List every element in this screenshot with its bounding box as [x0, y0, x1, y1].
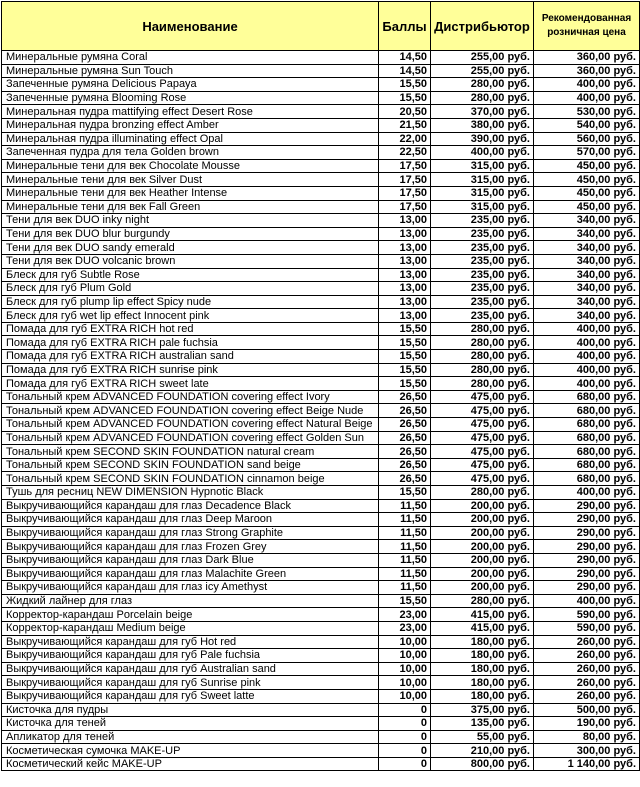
table-row [2, 350, 640, 364]
retail-price-cell: 590,00 руб. [534, 621, 640, 635]
retail-price-cell: 260,00 руб. [534, 689, 640, 703]
retail-price-cell: 340,00 руб. [534, 282, 640, 296]
points-cell: 22,50 [379, 146, 431, 160]
table-row [2, 635, 640, 649]
points-cell: 26,50 [379, 390, 431, 404]
product-name-cell: Минеральные румяна Sun Touch [2, 64, 379, 78]
product-name-cell: Выкручивающийся карандаш для губ Pale fuchsia [2, 649, 379, 663]
column-header-distributor: Дистрибьютор [431, 2, 534, 51]
retail-price-cell: 360,00 руб. [534, 64, 640, 78]
retail-price-cell: 260,00 руб. [534, 649, 640, 663]
product-name-cell: Тональный крем SECOND SKIN FOUNDATION natural cream [2, 445, 379, 459]
points-cell: 15,50 [379, 594, 431, 608]
table-row [2, 730, 640, 744]
table-body [2, 51, 640, 771]
points-cell: 0 [379, 730, 431, 744]
table-header [2, 2, 640, 51]
table-row [2, 472, 640, 486]
points-cell: 17,50 [379, 186, 431, 200]
product-name-cell: Тональный крем SECOND SKIN FOUNDATION cinnamon beige [2, 472, 379, 486]
product-name-cell: Тональный крем ADVANCED FOUNDATION covering effect Ivory [2, 390, 379, 404]
retail-price-cell: 400,00 руб. [534, 486, 640, 500]
points-cell: 11,50 [379, 581, 431, 595]
product-name-cell: Выкручивающийся карандаш для глаз Deep Maroon [2, 513, 379, 527]
product-name-cell: Помада для губ EXTRA RICH sweet late [2, 377, 379, 391]
distributor-price-cell: 370,00 руб. [431, 105, 534, 119]
table-row [2, 608, 640, 622]
retail-price-cell: 300,00 руб. [534, 744, 640, 758]
distributor-price-cell: 375,00 руб. [431, 703, 534, 717]
distributor-price-cell: 180,00 руб. [431, 676, 534, 690]
retail-price-cell: 260,00 руб. [534, 662, 640, 676]
distributor-price-cell: 280,00 руб. [431, 363, 534, 377]
distributor-price-cell: 475,00 руб. [431, 458, 534, 472]
points-cell: 11,50 [379, 540, 431, 554]
distributor-price-cell: 235,00 руб. [431, 282, 534, 296]
table-row [2, 703, 640, 717]
retail-price-cell: 400,00 руб. [534, 78, 640, 92]
points-cell: 26,50 [379, 418, 431, 432]
table-row [2, 118, 640, 132]
column-header-name: Наименование [2, 2, 379, 51]
retail-price-cell: 290,00 руб. [534, 581, 640, 595]
points-cell: 13,00 [379, 254, 431, 268]
table-row [2, 744, 640, 758]
distributor-price-cell: 280,00 руб. [431, 486, 534, 500]
product-name-cell: Тени для век DUO blur burgundy [2, 227, 379, 241]
distributor-price-cell: 475,00 руб. [431, 431, 534, 445]
points-cell: 13,00 [379, 268, 431, 282]
points-cell: 15,50 [379, 91, 431, 105]
table-row [2, 377, 640, 391]
points-cell: 10,00 [379, 676, 431, 690]
distributor-price-cell: 315,00 руб. [431, 159, 534, 173]
price-list-table [1, 1, 640, 771]
product-name-cell: Тональный крем SECOND SKIN FOUNDATION sand beige [2, 458, 379, 472]
table-row [2, 91, 640, 105]
retail-price-cell: 450,00 руб. [534, 186, 640, 200]
points-cell: 26,50 [379, 431, 431, 445]
retail-price-cell: 450,00 руб. [534, 173, 640, 187]
retail-price-cell: 590,00 руб. [534, 608, 640, 622]
points-cell: 23,00 [379, 608, 431, 622]
retail-price-cell: 500,00 руб. [534, 703, 640, 717]
table-row [2, 649, 640, 663]
points-cell: 15,50 [379, 377, 431, 391]
product-name-cell: Корректор-карандаш Medium beige [2, 621, 379, 635]
table-row [2, 689, 640, 703]
product-name-cell: Блеск для губ plump lip effect Spicy nude [2, 295, 379, 309]
points-cell: 15,50 [379, 363, 431, 377]
table-row [2, 581, 640, 595]
retail-price-cell: 400,00 руб. [534, 336, 640, 350]
points-cell: 14,50 [379, 64, 431, 78]
table-row [2, 513, 640, 527]
product-name-cell: Минеральная пудра bronzing effect Amber [2, 118, 379, 132]
distributor-price-cell: 200,00 руб. [431, 513, 534, 527]
table-row [2, 526, 640, 540]
retail-price-cell: 80,00 руб. [534, 730, 640, 744]
distributor-price-cell: 390,00 руб. [431, 132, 534, 146]
column-header-points: Баллы [379, 2, 431, 51]
distributor-price-cell: 475,00 руб. [431, 418, 534, 432]
product-name-cell: Корректор-карандаш Porcelain beige [2, 608, 379, 622]
table-row [2, 241, 640, 255]
points-cell: 17,50 [379, 173, 431, 187]
product-name-cell: Помада для губ EXTRA RICH sunrise pink [2, 363, 379, 377]
distributor-price-cell: 200,00 руб. [431, 567, 534, 581]
product-name-cell: Помада для губ EXTRA RICH australian sand [2, 350, 379, 364]
table-row [2, 200, 640, 214]
retail-price-cell: 400,00 руб. [534, 377, 640, 391]
table-row [2, 363, 640, 377]
product-name-cell: Апликатор для теней [2, 730, 379, 744]
retail-price-cell: 680,00 руб. [534, 472, 640, 486]
product-name-cell: Выкручивающийся карандаш для губ Sunrise pink [2, 676, 379, 690]
product-name-cell: Минеральные тени для век Heather Intense [2, 186, 379, 200]
points-cell: 22,00 [379, 132, 431, 146]
table-row [2, 173, 640, 187]
table-row [2, 254, 640, 268]
distributor-price-cell: 280,00 руб. [431, 336, 534, 350]
distributor-price-cell: 475,00 руб. [431, 390, 534, 404]
table-row [2, 676, 640, 690]
distributor-price-cell: 315,00 руб. [431, 186, 534, 200]
distributor-price-cell: 380,00 руб. [431, 118, 534, 132]
retail-price-cell: 400,00 руб. [534, 363, 640, 377]
retail-price-cell: 340,00 руб. [534, 295, 640, 309]
product-name-cell: Выкручивающийся карандаш для губ Australian sand [2, 662, 379, 676]
retail-price-cell: 260,00 руб. [534, 676, 640, 690]
product-name-cell: Минеральная пудра mattifying effect Desert Rose [2, 105, 379, 119]
product-name-cell: Минеральные тени для век Silver Dust [2, 173, 379, 187]
distributor-price-cell: 200,00 руб. [431, 540, 534, 554]
column-header-retail: Рекомендованная розничная цена [534, 2, 640, 51]
distributor-price-cell: 180,00 руб. [431, 662, 534, 676]
points-cell: 10,00 [379, 635, 431, 649]
product-name-cell: Минеральная пудра illuminating effect Opal [2, 132, 379, 146]
distributor-price-cell: 210,00 руб. [431, 744, 534, 758]
product-name-cell: Минеральные румяна Coral [2, 51, 379, 65]
table-row [2, 540, 640, 554]
retail-price-cell: 570,00 руб. [534, 146, 640, 160]
retail-price-cell: 340,00 руб. [534, 241, 640, 255]
distributor-price-cell: 235,00 руб. [431, 214, 534, 228]
product-name-cell: Блеск для губ wet lip effect Innocent pink [2, 309, 379, 323]
points-cell: 14,50 [379, 51, 431, 65]
table-row [2, 553, 640, 567]
product-name-cell: Тени для век DUO sandy emerald [2, 241, 379, 255]
table-row [2, 146, 640, 160]
product-name-cell: Запеченные румяна Delicious Papaya [2, 78, 379, 92]
distributor-price-cell: 800,00 руб. [431, 757, 534, 771]
retail-price-cell: 400,00 руб. [534, 594, 640, 608]
distributor-price-cell: 180,00 руб. [431, 649, 534, 663]
distributor-price-cell: 415,00 руб. [431, 621, 534, 635]
product-name-cell: Помада для губ EXTRA RICH pale fuchsia [2, 336, 379, 350]
product-name-cell: Выкручивающийся карандаш для глаз icy Amethyst [2, 581, 379, 595]
distributor-price-cell: 55,00 руб. [431, 730, 534, 744]
retail-price-cell: 290,00 руб. [534, 526, 640, 540]
table-row [2, 567, 640, 581]
table-row [2, 214, 640, 228]
retail-price-cell: 680,00 руб. [534, 445, 640, 459]
product-name-cell: Тени для век DUO inky night [2, 214, 379, 228]
table-row [2, 662, 640, 676]
product-name-cell: Выкручивающийся карандаш для глаз Decadence Black [2, 499, 379, 513]
table-row [2, 227, 640, 241]
table-row [2, 282, 640, 296]
product-name-cell: Кисточка для теней [2, 717, 379, 731]
table-row [2, 757, 640, 771]
retail-price-cell: 290,00 руб. [534, 567, 640, 581]
product-name-cell: Выкручивающийся карандаш для губ Sweet latte [2, 689, 379, 703]
product-name-cell: Блеск для губ Plum Gold [2, 282, 379, 296]
distributor-price-cell: 200,00 руб. [431, 553, 534, 567]
points-cell: 0 [379, 744, 431, 758]
distributor-price-cell: 280,00 руб. [431, 350, 534, 364]
points-cell: 20,50 [379, 105, 431, 119]
retail-price-cell: 680,00 руб. [534, 431, 640, 445]
distributor-price-cell: 475,00 руб. [431, 445, 534, 459]
points-cell: 21,50 [379, 118, 431, 132]
retail-price-cell: 190,00 руб. [534, 717, 640, 731]
distributor-price-cell: 255,00 руб. [431, 51, 534, 65]
table-row [2, 64, 640, 78]
table-row [2, 621, 640, 635]
retail-price-cell: 540,00 руб. [534, 118, 640, 132]
table-row [2, 404, 640, 418]
distributor-price-cell: 280,00 руб. [431, 377, 534, 391]
points-cell: 0 [379, 703, 431, 717]
table-row [2, 717, 640, 731]
distributor-price-cell: 280,00 руб. [431, 78, 534, 92]
points-cell: 26,50 [379, 472, 431, 486]
product-name-cell: Выкручивающийся карандаш для глаз Malachite Green [2, 567, 379, 581]
header-row [2, 2, 640, 51]
product-name-cell: Минеральные тени для век Chocolate Mousse [2, 159, 379, 173]
product-name-cell: Запеченные румяна Blooming Rose [2, 91, 379, 105]
distributor-price-cell: 200,00 руб. [431, 526, 534, 540]
table-row [2, 186, 640, 200]
retail-price-cell: 340,00 руб. [534, 227, 640, 241]
product-name-cell: Выкручивающийся карандаш для глаз Dark Blue [2, 553, 379, 567]
retail-price-cell: 360,00 руб. [534, 51, 640, 65]
distributor-price-cell: 200,00 руб. [431, 581, 534, 595]
distributor-price-cell: 415,00 руб. [431, 608, 534, 622]
table-row [2, 322, 640, 336]
points-cell: 0 [379, 717, 431, 731]
distributor-price-cell: 235,00 руб. [431, 254, 534, 268]
retail-price-cell: 340,00 руб. [534, 214, 640, 228]
product-name-cell: Выкручивающийся карандаш для глаз Frozen Grey [2, 540, 379, 554]
product-name-cell: Тональный крем ADVANCED FOUNDATION covering effect Beige Nude [2, 404, 379, 418]
retail-price-cell: 530,00 руб. [534, 105, 640, 119]
retail-price-cell: 340,00 руб. [534, 309, 640, 323]
retail-price-cell: 290,00 руб. [534, 540, 640, 554]
product-name-cell: Тушь для ресниц NEW DIMENSION Hypnotic Black [2, 486, 379, 500]
points-cell: 10,00 [379, 689, 431, 703]
points-cell: 13,00 [379, 214, 431, 228]
points-cell: 13,00 [379, 241, 431, 255]
retail-price-cell: 560,00 руб. [534, 132, 640, 146]
retail-price-cell: 680,00 руб. [534, 390, 640, 404]
table-row [2, 78, 640, 92]
table-row [2, 132, 640, 146]
distributor-price-cell: 180,00 руб. [431, 635, 534, 649]
table-row [2, 445, 640, 459]
distributor-price-cell: 235,00 руб. [431, 268, 534, 282]
points-cell: 11,50 [379, 499, 431, 513]
points-cell: 11,50 [379, 526, 431, 540]
distributor-price-cell: 280,00 руб. [431, 91, 534, 105]
table-row [2, 390, 640, 404]
points-cell: 13,00 [379, 282, 431, 296]
retail-price-cell: 290,00 руб. [534, 513, 640, 527]
points-cell: 17,50 [379, 159, 431, 173]
retail-price-cell: 290,00 руб. [534, 553, 640, 567]
distributor-price-cell: 315,00 руб. [431, 200, 534, 214]
points-cell: 26,50 [379, 458, 431, 472]
product-name-cell: Минеральные тени для век Fall Green [2, 200, 379, 214]
table-row [2, 431, 640, 445]
distributor-price-cell: 135,00 руб. [431, 717, 534, 731]
distributor-price-cell: 200,00 руб. [431, 499, 534, 513]
points-cell: 11,50 [379, 567, 431, 581]
table-row [2, 418, 640, 432]
table-row [2, 486, 640, 500]
points-cell: 11,50 [379, 513, 431, 527]
retail-price-cell: 680,00 руб. [534, 418, 640, 432]
retail-price-cell: 680,00 руб. [534, 404, 640, 418]
product-name-cell: Тональный крем ADVANCED FOUNDATION covering effect Golden Sun [2, 431, 379, 445]
points-cell: 15,50 [379, 78, 431, 92]
table-row [2, 51, 640, 65]
retail-price-cell: 400,00 руб. [534, 91, 640, 105]
distributor-price-cell: 235,00 руб. [431, 309, 534, 323]
retail-price-cell: 340,00 руб. [534, 268, 640, 282]
distributor-price-cell: 235,00 руб. [431, 241, 534, 255]
retail-price-cell: 400,00 руб. [534, 322, 640, 336]
distributor-price-cell: 235,00 руб. [431, 227, 534, 241]
points-cell: 0 [379, 757, 431, 771]
distributor-price-cell: 280,00 руб. [431, 594, 534, 608]
retail-price-cell: 400,00 руб. [534, 350, 640, 364]
product-name-cell: Косметический кейс MAKE-UP [2, 757, 379, 771]
points-cell: 15,50 [379, 322, 431, 336]
distributor-price-cell: 475,00 руб. [431, 472, 534, 486]
product-name-cell: Кисточка для пудры [2, 703, 379, 717]
table-row [2, 309, 640, 323]
table-row [2, 295, 640, 309]
table-row [2, 458, 640, 472]
product-name-cell: Выкручивающийся карандаш для губ Hot red [2, 635, 379, 649]
points-cell: 15,50 [379, 350, 431, 364]
table-row [2, 499, 640, 513]
retail-price-cell: 340,00 руб. [534, 254, 640, 268]
distributor-price-cell: 400,00 руб. [431, 146, 534, 160]
table-row [2, 159, 640, 173]
points-cell: 10,00 [379, 662, 431, 676]
distributor-price-cell: 180,00 руб. [431, 689, 534, 703]
product-name-cell: Запеченная пудра для тела Golden brown [2, 146, 379, 160]
retail-price-cell: 260,00 руб. [534, 635, 640, 649]
table-row [2, 268, 640, 282]
product-name-cell: Выкручивающийся карандаш для глаз Strong Graphite [2, 526, 379, 540]
retail-price-cell: 450,00 руб. [534, 200, 640, 214]
distributor-price-cell: 235,00 руб. [431, 295, 534, 309]
points-cell: 10,00 [379, 649, 431, 663]
retail-price-cell: 450,00 руб. [534, 159, 640, 173]
points-cell: 11,50 [379, 553, 431, 567]
points-cell: 15,50 [379, 486, 431, 500]
product-name-cell: Жидкий лайнер для глаз [2, 594, 379, 608]
distributor-price-cell: 255,00 руб. [431, 64, 534, 78]
points-cell: 15,50 [379, 336, 431, 350]
points-cell: 26,50 [379, 404, 431, 418]
product-name-cell: Тональный крем ADVANCED FOUNDATION covering effect Natural Beige [2, 418, 379, 432]
product-name-cell: Блеск для губ Subtle Rose [2, 268, 379, 282]
distributor-price-cell: 315,00 руб. [431, 173, 534, 187]
points-cell: 13,00 [379, 295, 431, 309]
points-cell: 26,50 [379, 445, 431, 459]
points-cell: 23,00 [379, 621, 431, 635]
product-name-cell: Помада для губ EXTRA RICH hot red [2, 322, 379, 336]
table-row [2, 594, 640, 608]
points-cell: 13,00 [379, 227, 431, 241]
table-row [2, 336, 640, 350]
points-cell: 17,50 [379, 200, 431, 214]
points-cell: 13,00 [379, 309, 431, 323]
product-name-cell: Тени для век DUO volcanic brown [2, 254, 379, 268]
distributor-price-cell: 280,00 руб. [431, 322, 534, 336]
retail-price-cell: 290,00 руб. [534, 499, 640, 513]
retail-price-cell: 1 140,00 руб. [534, 757, 640, 771]
distributor-price-cell: 475,00 руб. [431, 404, 534, 418]
retail-price-cell: 680,00 руб. [534, 458, 640, 472]
product-name-cell: Косметическая сумочка MAKE-UP [2, 744, 379, 758]
table-row [2, 105, 640, 119]
